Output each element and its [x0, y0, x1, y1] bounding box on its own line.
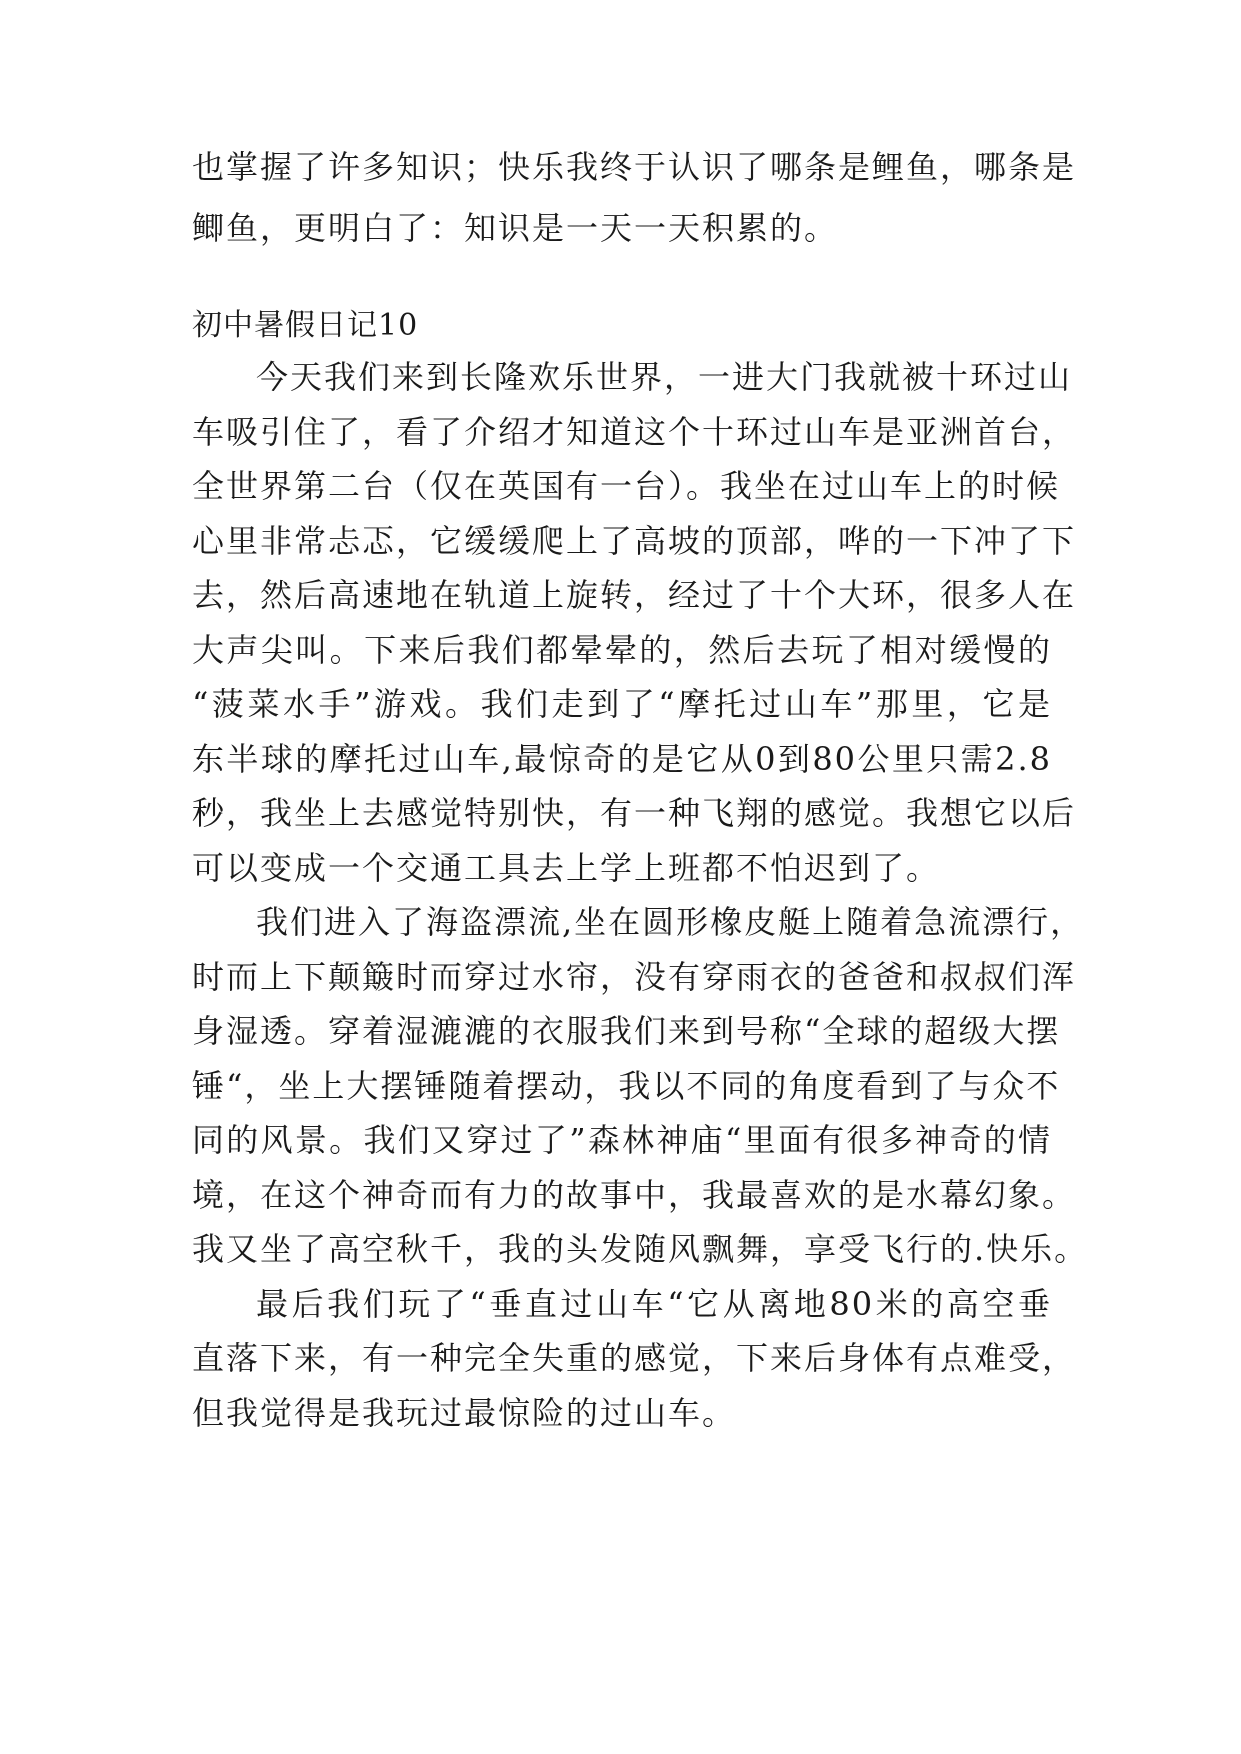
paragraph-line: 可以变成一个交通工具去上学上班都不怕迟到了。	[192, 849, 941, 887]
intro-line: 也掌握了许多知识；快乐我终于认识了哪条是鲤鱼，哪条是	[192, 148, 1077, 186]
paragraph-line: 心里非常忐忑，它缓缓爬上了高坡的顶部，哗的一下冲了下	[192, 522, 1077, 560]
paragraph-line: 身湿透。穿着湿漉漉的衣服我们来到号称“全球的超级大摆	[192, 1012, 1061, 1050]
paragraph-line: “菠菜水手”游戏。我们走到了“摩托过山车”那里，它是	[192, 685, 1052, 723]
paragraph-line: 今天我们来到长隆欢乐世界，一进大门我就被十环过山	[256, 358, 1073, 396]
paragraph-line: 但我觉得是我玩过最惊险的过山车。	[192, 1394, 737, 1432]
paragraph-line: 车吸引住了，看了介绍才知道这个十环过山车是亚洲首台，	[192, 413, 1077, 451]
paragraph-line: 最后我们玩了“垂直过山车“它从离地80米的高空垂	[256, 1285, 1052, 1323]
paragraph-line: 锤“，坐上大摆锤随着摆动，我以不同的角度看到了与众不	[192, 1067, 1061, 1105]
paragraph-line: 同的风景。我们又穿过了”森林神庙“里面有很多神奇的情	[192, 1121, 1052, 1159]
paragraph-line: 全世界第二台（仅在英国有一台）。我坐在过山车上的时候	[192, 467, 1061, 505]
paragraph-line: 时而上下颠簸时而穿过水帘，没有穿雨衣的爸爸和叔叔们浑	[192, 958, 1077, 996]
paragraph-line: 我又坐了高空秋千，我的头发随风飘舞，享受飞行的.快乐。	[192, 1230, 1089, 1268]
paragraph-line: 东半球的摩托过山车,最惊奇的是它从0到80公里只需2.8	[192, 740, 1052, 778]
paragraph-line: 境，在这个神奇而有力的故事中，我最喜欢的是水幕幻象。	[192, 1176, 1077, 1214]
section-title: 初中暑假日记10	[192, 308, 419, 343]
paragraph-line: 秒，我坐上去感觉特别快，有一种飞翔的感觉。我想它以后	[192, 794, 1077, 832]
intro-line: 鲫鱼，更明白了：知识是一天一天积累的。	[192, 209, 839, 247]
paragraph-line: 去，然后高速地在轨道上旋转，经过了十个大环，很多人在	[192, 576, 1077, 614]
paragraph-line: 大声尖叫。下来后我们都晕晕的，然后去玩了相对缓慢的	[192, 631, 1052, 669]
paragraph-line: 直落下来，有一种完全失重的感觉，下来后身体有点难受，	[192, 1339, 1077, 1377]
paragraph-line: 我们进入了海盗漂流,坐在圆形橡皮艇上随着急流漂行，	[256, 903, 1085, 941]
